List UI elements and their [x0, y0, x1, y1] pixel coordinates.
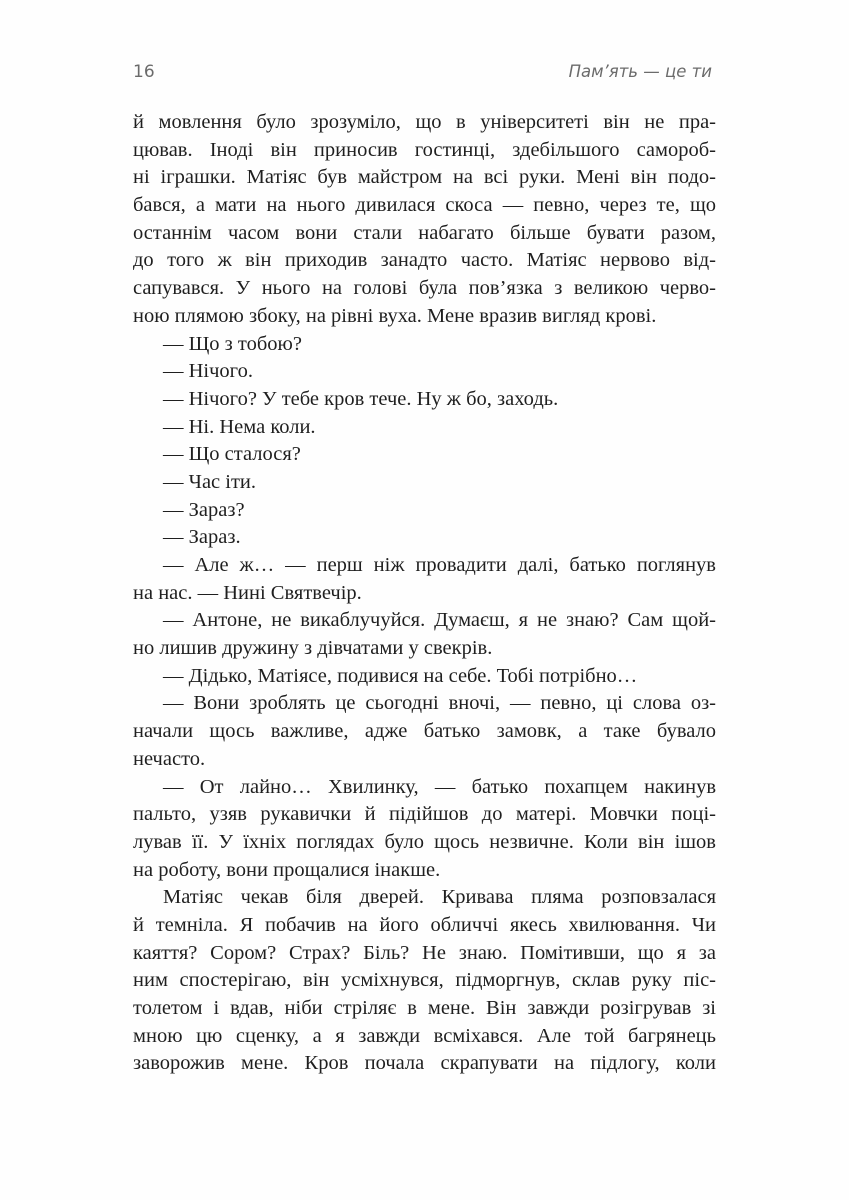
- text-line: — Нічого? У тебе кров тече. Ну ж бо, заходь.: [163, 387, 559, 410]
- text-line: — Ні. Нема коли.: [163, 415, 316, 438]
- text-line: каяття? Сором? Страх? Біль? Не знаю. Помітивши, що я за: [133, 941, 716, 964]
- text-line: й мовлення було зрозуміло, що в університеті він не пра-: [133, 111, 716, 133]
- text-line: — Що сталося?: [163, 443, 301, 466]
- text-line: нечасто.: [133, 747, 206, 770]
- text-line: бався, а мати на нього дивилася скоса — певно, через те, що: [133, 194, 716, 217]
- text-line: — От лайно… Хвилинку, — батько похапцем накинув: [163, 775, 716, 798]
- text-line: й темніла. Я побачив на його обличчі якесь хвилювання. Чи: [133, 913, 716, 936]
- text-line: — Але ж… — перш ніж провадити далі, батько поглянув: [163, 554, 716, 576]
- text-line: — Що з тобою?: [163, 332, 302, 355]
- text-line: ним спостерігаю, він усміхнувся, підморгнув, склав руку піс-: [133, 969, 716, 992]
- text-line: сапувався. У нього на голові була пов’язка з великою черво-: [133, 277, 716, 300]
- text-line: но лишив дружину з дівчатами у свекрів.: [133, 637, 493, 660]
- text-line: — Антоне, не викаблучуйся. Думаєш, я не знаю? Сам щой-: [163, 609, 716, 632]
- text-line: лував її. У їхніх поглядах було щось незвичне. Коли він ішов: [133, 830, 716, 853]
- running-head: [133, 60, 716, 88]
- text-line: толетом і вдав, ніби стріляє в мене. Він завжди розігрував зі: [133, 997, 716, 1019]
- text-line: на нас. — Нині Святвечір.: [133, 581, 362, 604]
- text-line: — Зараз?: [163, 498, 245, 521]
- text-line: заворожив мене. Кров почала скрапувати на підлогу, коли: [133, 1052, 716, 1075]
- text-line: до того ж він приходив занадто часто. Матіяс нервово від-: [133, 249, 716, 272]
- text-line: начали щось важливе, адже батько замовк, а таке бувало: [133, 720, 716, 743]
- text-line: — Нічого.: [163, 360, 253, 383]
- body-text: [133, 109, 716, 1078]
- text-line: ні іграшки. Матіяс був майстром на всі руки. Мені він подо-: [133, 166, 716, 189]
- text-line: останнім часом вони стали набагато більше бувати разом,: [133, 221, 716, 244]
- text-line: Матіяс чекав біля дверей. Кривава пляма розповзалася: [163, 886, 716, 909]
- text-line: на роботу, вони прощалися інакше.: [133, 858, 441, 881]
- text-line: мною цю сценку, а я завжди всміхався. Але той багрянець: [133, 1024, 716, 1047]
- text-line: — Вони зроблять це сьогодні вночі, — певно, ці слова оз-: [163, 692, 716, 715]
- text-line: цював. Іноді він приносив гостинці, здебільшого самороб-: [133, 138, 716, 161]
- book-title: Пам’ять — це ти: [568, 62, 712, 81]
- text-line: пальто, узяв рукавички й підійшов до матері. Мовчки поці-: [133, 803, 716, 826]
- text-line: ною плямою збоку, на рівні вуха. Мене вразив вигляд крові.: [133, 304, 657, 327]
- text-line: — Зараз.: [163, 526, 241, 549]
- page-number: 16: [133, 62, 155, 82]
- text-line: — Дідько, Матіясе, подивися на себе. Тобі потрібно…: [163, 664, 638, 687]
- text-line: — Час іти.: [163, 470, 257, 493]
